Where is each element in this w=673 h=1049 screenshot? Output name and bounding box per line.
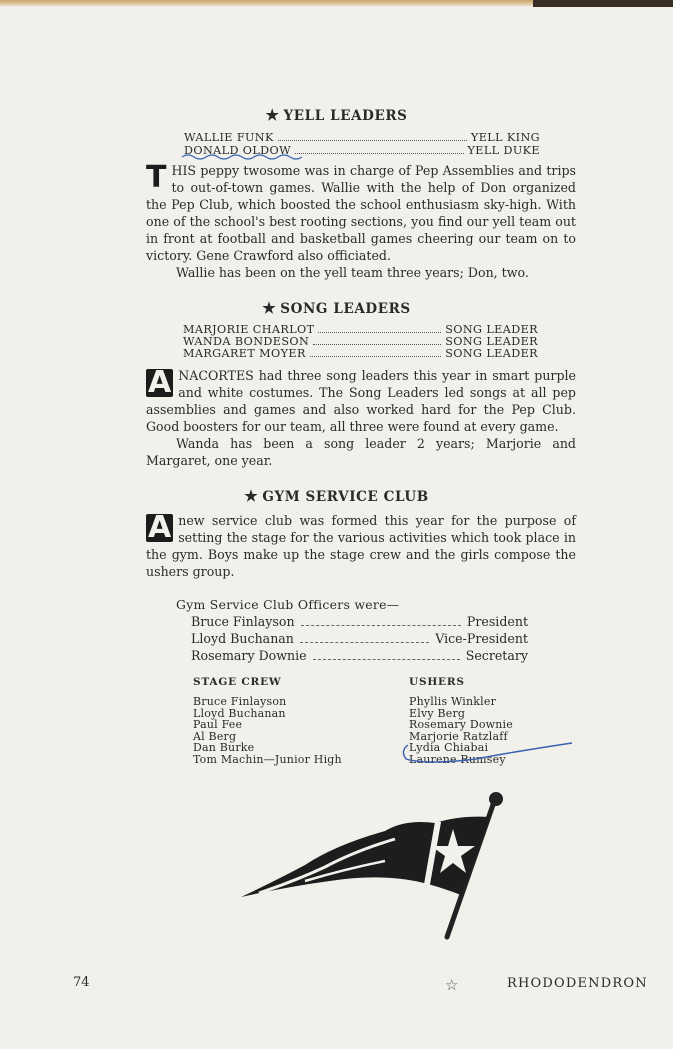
list-item: Dan Burke <box>193 741 255 755</box>
officer-role: YELL DUKE <box>467 144 540 157</box>
book-title: RHODODENDRON <box>507 976 648 991</box>
officer-role: Vice-President <box>435 631 528 646</box>
list-item: Bruce Finlayson <box>193 695 287 708</box>
officer-role: SONG LEADER <box>445 347 538 360</box>
gym-officer-row <box>191 648 528 664</box>
officer-name: WANDA BONDESON <box>183 335 310 348</box>
gym-officers-intro: Gym Service Club Officers were— <box>176 597 400 612</box>
song-leaders-title: ★ SONG LEADERS <box>262 299 411 317</box>
officer-role: President <box>466 614 528 629</box>
officer-role: YELL KING <box>470 131 540 144</box>
dot-leader <box>313 344 441 345</box>
officer-name: DONALD OLDOW <box>184 144 292 157</box>
dot-leader <box>295 153 463 154</box>
yell-officer-row <box>184 131 540 144</box>
stage-crew-list <box>193 696 342 766</box>
list-item: Tom Machin—Junior High <box>193 752 342 766</box>
list-item: Laurene Rumsey <box>409 752 506 766</box>
gym-officer-row <box>191 631 528 647</box>
dash-leader <box>300 642 429 643</box>
dropcap-letter: A <box>148 365 172 400</box>
list-item: Lloyd Buchanan <box>193 706 286 720</box>
pennant-flag-icon <box>235 785 510 945</box>
ushers-heading: USHERS <box>409 676 465 688</box>
yell-paragraph: THIS peppy twosome was in charge of Pep Assemblies and trips to out-of-town games. Wallie with the help of Don organized the Pep Club, which boosted the school enthusiasm sky-high. With one of the school's best rooting sections, you find our yell team out in front at football and basketball games cheering our team on to victory. Gene Crawford also officiated. Wallie has been on the yell team three years; Don, two. <box>146 160 576 280</box>
stage-crew-heading: STAGE CREW <box>193 676 282 688</box>
gym-service-club-title: ★ GYM SERVICE CLUB <box>244 487 429 505</box>
pen-circle-mark <box>396 737 576 767</box>
officer-name: MARJORIE CHARLOT <box>183 323 315 336</box>
officer-role: Secretary <box>465 648 528 663</box>
gym-officer-row <box>191 614 528 630</box>
officer-name: Bruce Finlayson <box>191 614 295 629</box>
officer-name: Rosemary Downie <box>191 648 307 663</box>
page-number: 74 <box>73 975 90 990</box>
officer-name: Lloyd Buchanan <box>191 631 294 646</box>
black-star-icon: ★ <box>262 299 277 317</box>
list-item: Elvy Berg <box>409 706 466 720</box>
dot-leader <box>310 356 441 357</box>
pen-underline-mark <box>180 152 305 162</box>
black-star-icon: ★ <box>265 106 280 124</box>
dash-leader <box>301 625 461 626</box>
officer-name: MARGARET MOYER <box>183 347 306 360</box>
officer-role: SONG LEADER <box>445 323 538 336</box>
song-officer-row <box>183 347 538 360</box>
outline-star-icon: ☆ <box>445 976 459 994</box>
dot-leader <box>318 332 441 333</box>
gym-paragraph: A new service club was formed this year for the purpose of setting the stage for the various activities which took place in the gym. Boys make up the stage crew and the girls compose the ushers group. <box>146 510 576 579</box>
officer-name: WALLIE FUNK <box>184 131 274 144</box>
song-paragraph: A NACORTES had three song leaders this year in smart purple and white costumes. The Song Leaders led songs at all pep assemblies and games and also worked hard for the Pep Club. Good boosters for our team, all three were found at every game. Wanda has been a song leader 2 years; Marjorie and Margaret, one year. <box>146 365 576 468</box>
dropcap-letter: A <box>148 510 172 545</box>
list-item: Al Berg <box>193 729 237 743</box>
list-item: Phyllis Winkler <box>409 695 497 708</box>
officer-role: SONG LEADER <box>445 335 538 348</box>
dot-leader <box>278 140 467 141</box>
yell-leaders-title: ★ YELL LEADERS <box>265 106 408 124</box>
list-item: Lydia Chiabai <box>409 741 489 755</box>
list-item: Rosemary Downie <box>409 718 513 732</box>
dash-leader <box>313 659 460 660</box>
page-corner-shadow <box>533 0 673 7</box>
list-item: Marjorie Ratzlaff <box>409 729 508 743</box>
dropcap-letter: T <box>146 160 167 195</box>
black-star-icon: ★ <box>244 487 259 505</box>
list-item: Paul Fee <box>193 718 243 732</box>
